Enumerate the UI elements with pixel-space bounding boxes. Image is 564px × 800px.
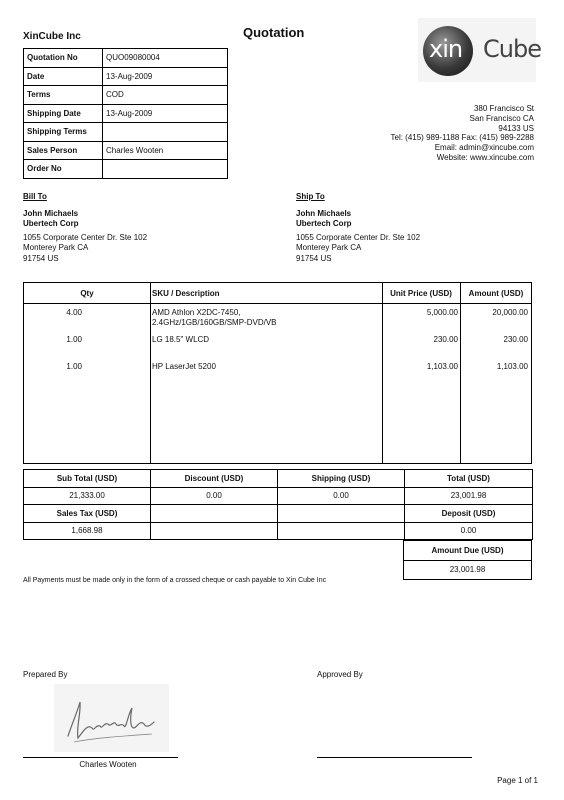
discount-label: Discount (USD)	[151, 470, 278, 488]
empty-cell	[151, 505, 278, 523]
subtotal-value: 21,333.00	[24, 487, 151, 505]
info-value: Charles Wooten	[103, 141, 228, 160]
discount-value: 0.00	[151, 487, 278, 505]
company-logo	[418, 18, 541, 82]
item-desc-line1: AMD Athlon X2DC-7450,	[152, 308, 241, 317]
address-city: San Francisco CA	[469, 113, 534, 123]
info-label: Shipping Date	[24, 104, 103, 123]
ship-to-line2: Monterey Park CA	[296, 243, 362, 253]
deposit-value: 0.00	[405, 522, 533, 540]
item-unit-price: 230.00	[433, 335, 458, 344]
sales-tax-label: Sales Tax (USD)	[24, 505, 151, 523]
column-divider	[150, 283, 151, 463]
item-description	[152, 308, 277, 328]
quotation-info-table	[23, 48, 228, 179]
address-website: Website: www.xincube.com	[436, 152, 534, 162]
document-title: Quotation	[243, 25, 305, 40]
item-qty: 4.00	[66, 308, 82, 317]
item-unit-price: 5,000.00	[426, 308, 458, 317]
address-phone: Tel: (415) 989-1188 Fax: (415) 989-2288	[390, 133, 534, 143]
item-amount: 230.00	[503, 335, 528, 344]
item-description: LG 18.5" WLCD	[152, 335, 210, 344]
address-street: 380 Francisco St	[473, 104, 534, 113]
info-row-quotation-no	[24, 49, 228, 68]
bill-to-block	[23, 192, 263, 265]
subtotal-label: Sub Total (USD)	[24, 470, 151, 488]
bill-to-company: Ubertech Corp	[23, 219, 79, 229]
ship-to-heading: Ship To	[296, 192, 325, 201]
payment-note: All Payments must be made only in the form of a crossed cheque or cash payable to Xin Cube Inc	[23, 577, 327, 584]
info-value: COD	[103, 86, 228, 105]
info-value: QUO09080004	[103, 49, 228, 68]
header-amount: Amount (USD)	[468, 289, 524, 298]
info-label: Quotation No	[24, 49, 103, 68]
bill-to-heading: Bill To	[23, 192, 47, 201]
info-value: 13-Aug-2009	[103, 104, 228, 123]
item-description: HP LaserJet 5200	[152, 362, 216, 371]
info-row-shipping-terms	[24, 123, 228, 142]
ship-to-line3: 91754 US	[296, 253, 332, 263]
bill-to-line3: 91754 US	[23, 253, 59, 263]
ship-to-company: Ubertech Corp	[296, 219, 352, 229]
info-label: Order No	[24, 160, 103, 179]
amount-due-table	[403, 540, 532, 580]
item-amount: 1,103.00	[496, 362, 528, 371]
ship-to-name: John Michaels	[296, 208, 352, 218]
shipping-label: Shipping (USD)	[278, 470, 405, 488]
line-items-table	[23, 282, 532, 464]
info-row-shipping-date	[24, 104, 228, 123]
prepared-by-label: Prepared By	[23, 670, 68, 679]
company-name: XinCube Inc	[23, 31, 81, 42]
info-value	[103, 123, 228, 142]
bill-to-line1: 1055 Corporate Center Dr. Ste 102	[23, 232, 148, 242]
totals-table	[23, 469, 533, 540]
empty-cell	[151, 522, 278, 540]
ship-to-block	[296, 192, 536, 265]
amount-due-label: Amount Due (USD)	[404, 541, 532, 561]
header-qty: Qty	[80, 289, 94, 298]
company-address	[334, 104, 534, 163]
ship-to-line1: 1055 Corporate Center Dr. Ste 102	[296, 232, 421, 242]
info-label: Date	[24, 67, 103, 86]
address-zip: 94133 US	[498, 123, 534, 133]
header-unit-price: Unit Price (USD)	[390, 289, 452, 298]
info-row-order-no	[24, 160, 228, 179]
info-row-sales-person	[24, 141, 228, 160]
total-value: 23,001.98	[405, 487, 533, 505]
info-label: Shipping Terms	[24, 123, 103, 142]
info-value	[103, 160, 228, 179]
info-label: Terms	[24, 86, 103, 105]
info-row-terms	[24, 86, 228, 105]
empty-cell	[278, 522, 405, 540]
info-label: Sales Person	[24, 141, 103, 160]
header-sku: SKU / Description	[152, 289, 220, 298]
info-value: 13-Aug-2009	[103, 67, 228, 86]
signature-image	[54, 684, 169, 752]
preparer-name: Charles Wooten	[79, 760, 137, 769]
shipping-value: 0.00	[278, 487, 405, 505]
bill-to-name: John Michaels	[23, 208, 79, 218]
amount-due-value: 23,001.98	[404, 560, 532, 580]
prepared-by-signature-line	[23, 757, 178, 758]
info-row-date	[24, 67, 228, 86]
approved-by-label: Approved By	[317, 670, 363, 679]
item-qty: 1.00	[66, 335, 82, 344]
approved-by-signature-line	[317, 757, 472, 758]
item-unit-price: 1,103.00	[426, 362, 458, 371]
item-amount: 20,000.00	[492, 308, 528, 317]
address-email: Email: admin@xincube.com	[434, 143, 534, 153]
sales-tax-value: 1,668.98	[24, 522, 151, 540]
logo-text-cube: Cube	[483, 35, 541, 63]
total-label: Total (USD)	[405, 470, 533, 488]
page-number: Page 1 of 1	[497, 776, 538, 785]
item-desc-line2: 2.4GHz/1GB/160GB/SMP-DVD/VB	[152, 318, 277, 327]
bill-to-line2: Monterey Park CA	[23, 243, 89, 253]
empty-cell	[278, 505, 405, 523]
deposit-label: Deposit (USD)	[405, 505, 533, 523]
signature-scribble	[54, 684, 169, 752]
logo-text-xin: xin	[429, 35, 463, 63]
item-qty: 1.00	[66, 362, 82, 371]
